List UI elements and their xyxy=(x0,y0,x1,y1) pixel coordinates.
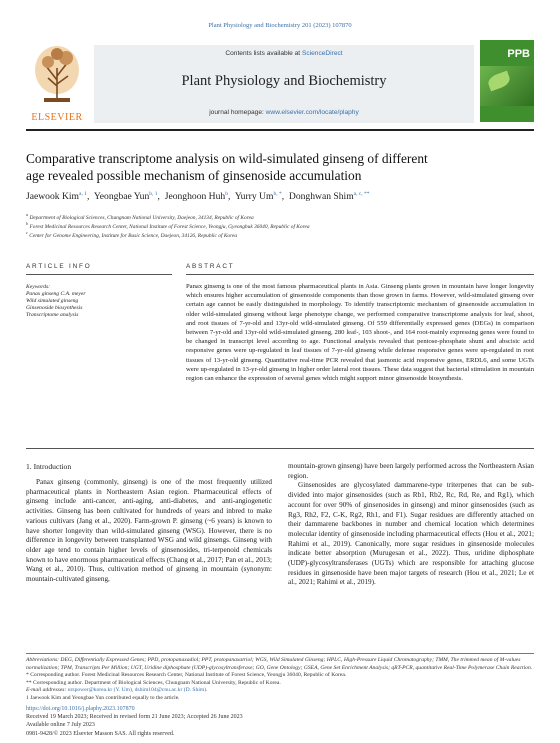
journal-reference[interactable]: Plant Physiology and Biochemistry 201 (2023) 107870 xyxy=(208,22,352,29)
doi-link[interactable]: https://doi.org/10.1016/j.plaphy.2023.107870 xyxy=(26,706,135,712)
header-rule xyxy=(26,129,534,131)
email-links[interactable]: urspower@korea.kr (Y. Um), dshim104@cnu.ac.kr (D. Shim). xyxy=(67,687,208,694)
affiliation: $^b$ Forest Medicinal Resources Research Center, National Institute of Forest Science, Yeongju, Gyeongbuk 36040, Republic of Korea xyxy=(26,221,310,230)
keyword: Ginsenoside biosynthesis xyxy=(26,305,83,311)
author[interactable]: Yurry $Um^{b, *}$ xyxy=(234,191,282,203)
author[interactable]: Donghwan Shim$^{a, c, **}$ xyxy=(288,191,370,203)
journal-homepage: journal homepage: www.elsevier.com/locate/plaphy xyxy=(209,109,359,116)
keyword: Transcriptome analysis xyxy=(26,312,79,318)
journal-header xyxy=(26,40,534,126)
corresponding-author-2: ** Corresponding author. Department of Biological Sciences, Chungnam National University, Republic of Korea. xyxy=(26,679,281,686)
affiliation: $^a$ Department of Biological Sciences, Chungnam National University, Daejeon, 34134, Republic of Korea xyxy=(26,212,254,221)
keyword: Panax ginseng C.A. meyer xyxy=(26,291,86,297)
contents-line: Contents lists available at ScienceDirect xyxy=(225,50,343,57)
footnotes xyxy=(26,657,534,703)
intro-paragraph: Panax ginseng (commonly, ginseng) is one of the most frequently utilized pharmaceutical plants in Northeastern Asian region. Pharmaceutical effects of ginseng include anti-cancer, anti-aging, anti-diabetes, and anti-angiogenetic activities. Ginseng has been cultivated for hundreds of years and inbred to make various cultivars (Jang et al., 2020). Farm-grown P. ginseng (~6 years) is known to have shorter longevity than wild-simulated ginseng (WSG). However, there is no difference in longevity between transplanted WSG and wild ginsengs. Ginseng with older age tend to contain higher levels of ginsenosides, tri-terpenoid chemicals known to have enormous pharmaceutical effects (Chang et al., 2017; Pan et al., 2013; Wang et al., 2010). Thus, cultivation method of ginseng in mountain (synonym: mountain-cultivated ginseng, xyxy=(26,478,272,584)
author[interactable]: Yeongbae Yun$^{b, 1}$ xyxy=(93,191,158,203)
intro-paragraph: Ginsenosides are glycosylated dammarene-type triterpenes that can be sub-divided into major ginsenosides (such as Rb1, Rb2, Rc, Rd, Re, and Rg1), which account for over 90% of ginsenosides in ginseng) and minor ginsenosides (such as Rg3, Rh2, F2, C-K, Rg2, Rh1, and F1). Sugar residues are differently attached on their dammarene backbones in number and chemical location which determines molecular identity of ginsenoside including pharmaceutical effects (Hou et al., 2021; Rahimi et al., 2019). Canonically, more sugar residues in ginsenoside molecules indicate better absorption (Murugesan et al., 2022). Thus, uridine diphosphate (UDP)-glycosyltransferases (UGTs) which are responsible for attaching glucose residues in ginsenoside have been major targets of research (Hou et al., 2021; Le et al., 2021; Rahimi et al., 2019). xyxy=(288,481,534,587)
article-title: Comparative transcriptome analysis on wild-simulated ginseng of different age revealed possible mechanism of ginsenoside accumulation xyxy=(26,151,428,183)
received-dates: Received 19 March 2023; Received in revised form 21 June 2023; Accepted 26 June 2023 xyxy=(26,714,243,721)
abstract-bottom-rule xyxy=(26,448,534,449)
email-line: E-mail addresses: urspower@korea.kr (Y. Um), dshim104@cnu.ac.kr (D. Shim). xyxy=(26,687,208,694)
elsevier-logo[interactable] xyxy=(26,40,88,126)
elsevier-wordmark: ELSEVIER xyxy=(31,112,83,123)
equal-contribution-note: 1 Jaewook Kim and Yeongbae Yun contributed equally to the article. xyxy=(26,694,180,701)
copyright: 0981-9428/© 2023 Elsevier Masson SAS. All rights reserved. xyxy=(26,730,175,737)
abstract-heading: ABSTRACT xyxy=(186,263,235,270)
intro-right-column xyxy=(288,462,534,588)
journal-banner xyxy=(94,45,474,123)
cover-label: PPB xyxy=(507,48,530,60)
footnote-rule xyxy=(26,653,534,654)
author[interactable]: Jeonghoon Huh$^b$ xyxy=(164,191,228,203)
introduction-heading: 1. Introduction xyxy=(26,462,72,471)
journal-cover[interactable] xyxy=(480,40,534,122)
abbreviations: Abbreviations: DEG, Differentially Expressed Genes; PPD, protopanaxadiol; PPT, protopanaxatriol; WGS, Wild Simulated Ginseng; HPLC, High-Pressure Liquid Chromatography; TMM, The trimmed mean of M-values normalization; TPM, Transcripts Per Million; UGT, Uridine diphosphate (UDP)-glycosyltransferase; GO, Gene Ontology; GSEA, Gene Set Enrichment Analysis; qRT-PCR, quantitative Real-Time Polymerase Chain Reaction. xyxy=(26,657,533,671)
abstract-text: Panax ginseng is one of the most famous pharmaceutical plants in Asia. Ginseng plants grown in mountain have longer longevity which ensures higher accumulation of ginsenoside components than those grown in farms. However, wild-simulated ginseng over certain age cannot be easily distinguished in morphology. To identify transcriptomic mechanism of ginsenoside accumulation in older wild-simulated ginseng without large phenotype change, we performed comparative transcriptome analysis for leaf, shoot, and root tissues of 7-yr-old and 13yr-old wild-simulated ginseng. Of 559 differentially expressed genes (DEGs) in comparison between 7-yr-old and 13yr-old wild-simulated ginseng, 280 leaf-, 103 shoot-, and 164 root-mainly expressing genes were found to be changed in transcript level according to age. Functional analysis revealed that pentose-phosphate shunt and abscisic acid responsive genes were up-regulated in leaf tissues of 7-yr-old ginseng while defense responsive genes were up-regulated in root tissues of 13-yr-old ginseng. Quantitative real-time PCR revealed that jasmonic acid responsive genes, ERDL6, and some UGTs were up-regulated in 13-yr-old ginseng in higher order lateral root tissues. These data suggest that bacterial stimulation in mountain region can enhance the expression of several genes which might support minor ginsenoside biosynthesis. xyxy=(186,283,534,383)
abstract-rule xyxy=(186,274,534,275)
intro-paragraph: mountain-grown ginseng) have been largely performed across the Northeastern Asian region. xyxy=(288,462,534,480)
sciencedirect-link[interactable]: ScienceDirect xyxy=(301,50,343,57)
keyword: Wild simulated ginseng xyxy=(26,298,79,304)
journal-title[interactable]: Plant Physiology and Biochemistry xyxy=(181,73,387,89)
corresponding-author-1: * Corresponding author. Forest Medicinal Resources Research Center, National Institute of Forest Science, Yeongju 36040, Republic of Korea. xyxy=(26,672,347,679)
article-history xyxy=(26,705,243,738)
affiliation: $^c$ Center for Genome Engineering, Institute for Basic Science, Daejeon, 34126, Republic of Korea xyxy=(26,230,238,239)
keywords-label: Keywords: xyxy=(26,284,51,290)
available-online: Available online 7 July 2023 xyxy=(26,722,95,729)
author[interactable]: Jaewook Kim$^{a, 1}$ xyxy=(26,191,87,203)
homepage-link[interactable]: www.elsevier.com/locate/plaphy xyxy=(265,109,359,116)
intro-left-column xyxy=(26,478,272,585)
author-list: Jaewook Kim$^{a, 1}$, Yeongbae Yun$^{b, 1}$, Jeonghoon Huh$^b$, Yurry $Um^{b, *}$, Donghwan Shim$^{a, c, **}$ xyxy=(26,191,370,203)
article-info-heading: ARTICLE INFO xyxy=(26,263,92,270)
article-info-rule xyxy=(26,274,172,275)
